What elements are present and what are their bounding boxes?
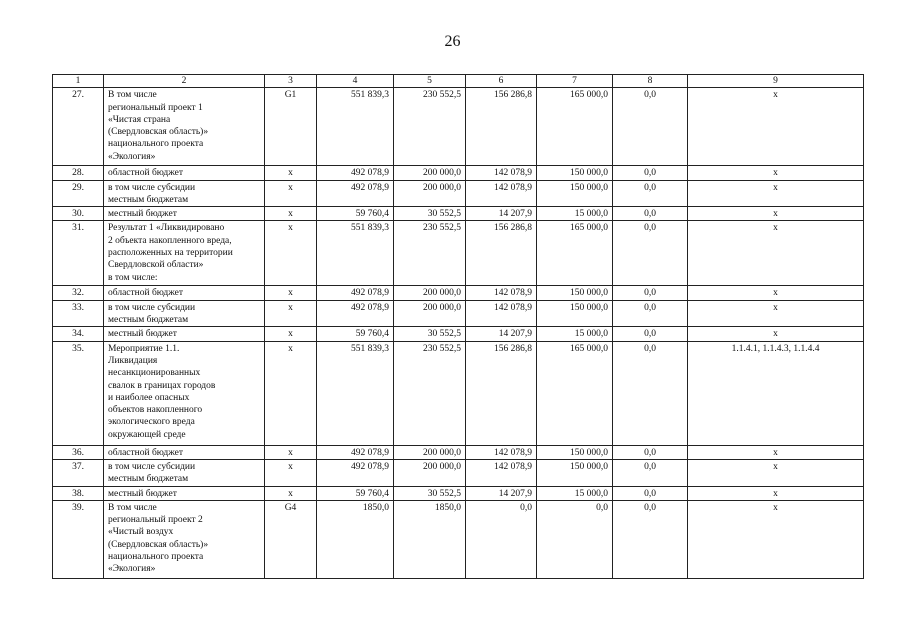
indicator-cell: x: [688, 459, 864, 486]
indicator-cell: x: [688, 221, 864, 286]
row-number-cell: 28.: [53, 166, 104, 180]
year-value-cell: 0,0: [613, 500, 688, 578]
row-number-cell: 33.: [53, 300, 104, 327]
table-row: [53, 207, 864, 221]
total-cell: 492 078,9: [317, 166, 394, 180]
row-number-cell: 39.: [53, 500, 104, 578]
year-value-cell: 230 552,5: [394, 88, 466, 166]
indicator-cell: x: [688, 207, 864, 221]
table-row: [53, 180, 864, 207]
year-value-cell: 165 000,0: [537, 221, 613, 286]
row-number-cell: 35.: [53, 341, 104, 445]
indicator-cell: x: [688, 88, 864, 166]
header-cell: 3: [265, 75, 317, 88]
total-cell: 492 078,9: [317, 445, 394, 459]
total-cell: 59 760,4: [317, 486, 394, 500]
year-value-cell: 0,0: [613, 486, 688, 500]
total-cell: 551 839,3: [317, 88, 394, 166]
year-value-cell: 0,0: [613, 341, 688, 445]
year-value-cell: 0,0: [613, 88, 688, 166]
year-value-cell: 200 000,0: [394, 300, 466, 327]
year-value-cell: 200 000,0: [394, 180, 466, 207]
row-name-cell: Мероприятие 1.1. Ликвидация несанкционированных свалок в границах городов и наиболее опасных объектов накопленного экологического вреда окружающей среде: [104, 341, 265, 445]
year-value-cell: 200 000,0: [394, 286, 466, 300]
row-name-cell: местный бюджет: [104, 486, 265, 500]
total-cell: 59 760,4: [317, 327, 394, 341]
year-value-cell: 0,0: [613, 459, 688, 486]
year-value-cell: 15 000,0: [537, 327, 613, 341]
row-name-cell: местный бюджет: [104, 327, 265, 341]
code-cell: x: [265, 327, 317, 341]
year-value-cell: 150 000,0: [537, 286, 613, 300]
header-cell: 6: [466, 75, 537, 88]
row-number-cell: 36.: [53, 445, 104, 459]
year-value-cell: 0,0: [613, 166, 688, 180]
indicator-cell: x: [688, 300, 864, 327]
table-row: [53, 486, 864, 500]
year-value-cell: 150 000,0: [537, 300, 613, 327]
total-cell: 492 078,9: [317, 180, 394, 207]
indicator-cell: x: [688, 166, 864, 180]
year-value-cell: 200 000,0: [394, 166, 466, 180]
code-cell: x: [265, 180, 317, 207]
year-value-cell: 150 000,0: [537, 459, 613, 486]
year-value-cell: 165 000,0: [537, 341, 613, 445]
year-value-cell: 156 286,8: [466, 341, 537, 445]
table-row: [53, 286, 864, 300]
year-value-cell: 14 207,9: [466, 327, 537, 341]
year-value-cell: 142 078,9: [466, 445, 537, 459]
year-value-cell: 14 207,9: [466, 486, 537, 500]
year-value-cell: 0,0: [613, 207, 688, 221]
year-value-cell: 15 000,0: [537, 207, 613, 221]
code-cell: G1: [265, 88, 317, 166]
header-cell: 8: [613, 75, 688, 88]
code-cell: x: [265, 341, 317, 445]
row-number-cell: 34.: [53, 327, 104, 341]
year-value-cell: 1850,0: [394, 500, 466, 578]
table-row: [53, 500, 864, 578]
year-value-cell: 0,0: [613, 221, 688, 286]
total-cell: 551 839,3: [317, 221, 394, 286]
year-value-cell: 0,0: [613, 445, 688, 459]
year-value-cell: 142 078,9: [466, 286, 537, 300]
code-cell: x: [265, 166, 317, 180]
row-number-cell: 32.: [53, 286, 104, 300]
year-value-cell: 200 000,0: [394, 445, 466, 459]
header-cell: 4: [317, 75, 394, 88]
table-row: [53, 166, 864, 180]
year-value-cell: 142 078,9: [466, 166, 537, 180]
table-row: [53, 459, 864, 486]
row-number-cell: 31.: [53, 221, 104, 286]
header-cell: 1: [53, 75, 104, 88]
table-row: [53, 341, 864, 445]
year-value-cell: 30 552,5: [394, 486, 466, 500]
total-cell: 551 839,3: [317, 341, 394, 445]
year-value-cell: 15 000,0: [537, 486, 613, 500]
row-name-cell: областной бюджет: [104, 445, 265, 459]
total-cell: 1850,0: [317, 500, 394, 578]
year-value-cell: 142 078,9: [466, 180, 537, 207]
year-value-cell: 156 286,8: [466, 221, 537, 286]
table-row: [53, 327, 864, 341]
page-number: 26: [444, 33, 461, 50]
row-number-cell: 37.: [53, 459, 104, 486]
row-name-cell: В том числе региональный проект 1 «Чистая страна (Свердловская область)» национального проекта «Экология»: [104, 88, 265, 166]
code-cell: G4: [265, 500, 317, 578]
row-number-cell: 29.: [53, 180, 104, 207]
budget-table: [52, 74, 864, 579]
row-name-cell: В том числе региональный проект 2 «Чистый воздух (Свердловская область)» национального проекта «Экология»: [104, 500, 265, 578]
year-value-cell: 0,0: [613, 286, 688, 300]
year-value-cell: 230 552,5: [394, 221, 466, 286]
year-value-cell: 0,0: [613, 327, 688, 341]
row-number-cell: 30.: [53, 207, 104, 221]
total-cell: 492 078,9: [317, 459, 394, 486]
code-cell: x: [265, 300, 317, 327]
total-cell: 59 760,4: [317, 207, 394, 221]
year-value-cell: 0,0: [537, 500, 613, 578]
row-name-cell: областной бюджет: [104, 166, 265, 180]
row-name-cell: областной бюджет: [104, 286, 265, 300]
code-cell: x: [265, 286, 317, 300]
row-name-cell: в том числе субсидии местным бюджетам: [104, 300, 265, 327]
row-name-cell: местный бюджет: [104, 207, 265, 221]
year-value-cell: 30 552,5: [394, 327, 466, 341]
row-number-cell: 27.: [53, 88, 104, 166]
code-cell: x: [265, 207, 317, 221]
year-value-cell: 0,0: [613, 300, 688, 327]
year-value-cell: 14 207,9: [466, 207, 537, 221]
indicator-cell: 1.1.4.1, 1.1.4.3, 1.1.4.4: [688, 341, 864, 445]
year-value-cell: 156 286,8: [466, 88, 537, 166]
code-cell: x: [265, 445, 317, 459]
year-value-cell: 0,0: [613, 180, 688, 207]
header-cell: 2: [104, 75, 265, 88]
year-value-cell: 165 000,0: [537, 88, 613, 166]
row-name-cell: в том числе субсидии местным бюджетам: [104, 459, 265, 486]
code-cell: x: [265, 221, 317, 286]
year-value-cell: 150 000,0: [537, 166, 613, 180]
indicator-cell: x: [688, 180, 864, 207]
year-value-cell: 200 000,0: [394, 459, 466, 486]
table-row: [53, 300, 864, 327]
table-body: [53, 75, 864, 579]
year-value-cell: 150 000,0: [537, 180, 613, 207]
year-value-cell: 150 000,0: [537, 445, 613, 459]
table-row: [53, 221, 864, 286]
year-value-cell: 142 078,9: [466, 459, 537, 486]
code-cell: x: [265, 486, 317, 500]
table-row: [53, 88, 864, 166]
header-cell: 9: [688, 75, 864, 88]
row-number-cell: 38.: [53, 486, 104, 500]
total-cell: 492 078,9: [317, 300, 394, 327]
header-row: [53, 75, 864, 88]
indicator-cell: x: [688, 500, 864, 578]
header-cell: 5: [394, 75, 466, 88]
total-cell: 492 078,9: [317, 286, 394, 300]
table-row: [53, 445, 864, 459]
indicator-cell: x: [688, 286, 864, 300]
year-value-cell: 0,0: [466, 500, 537, 578]
indicator-cell: x: [688, 445, 864, 459]
indicator-cell: x: [688, 327, 864, 341]
header-cell: 7: [537, 75, 613, 88]
year-value-cell: 142 078,9: [466, 300, 537, 327]
year-value-cell: 230 552,5: [394, 341, 466, 445]
indicator-cell: x: [688, 486, 864, 500]
row-name-cell: Результат 1 «Ликвидировано 2 объекта накопленного вреда, расположенных на территории Свердловской области» в том числе:: [104, 221, 265, 286]
code-cell: x: [265, 459, 317, 486]
year-value-cell: 30 552,5: [394, 207, 466, 221]
row-name-cell: в том числе субсидии местным бюджетам: [104, 180, 265, 207]
